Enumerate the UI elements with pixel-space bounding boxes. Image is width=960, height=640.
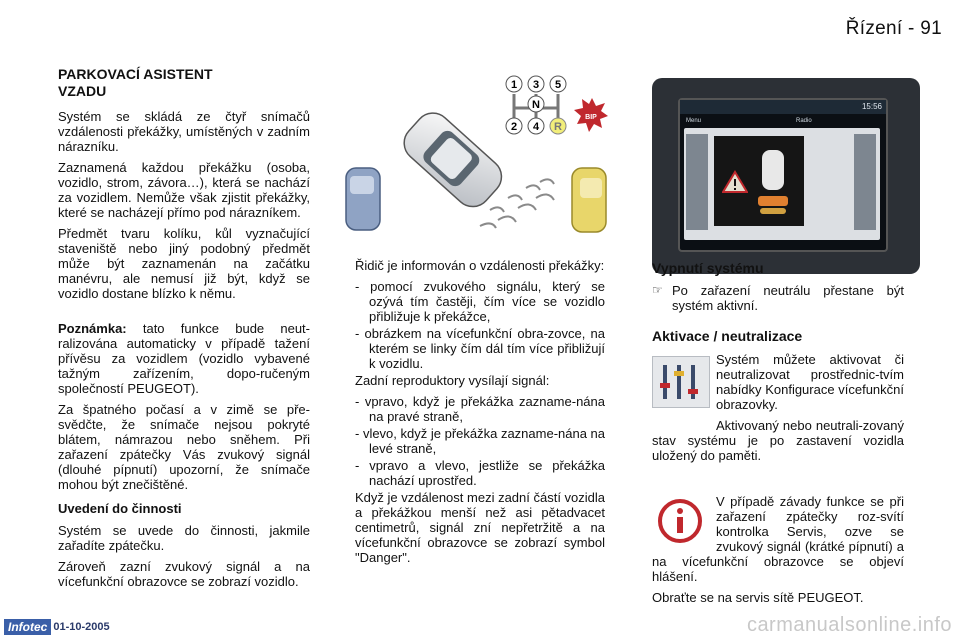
screen-tab-left: Menu: [686, 118, 702, 124]
paragraph: Když je vzdálenost mezi zadní částí vozidla a překážkou menší než asi pětadvacet centimetrů, signál zní nepřetržitě a na vícefunkční obrazovce se zobrazí symbol "Danger".: [355, 490, 606, 565]
left-car-icon: [346, 168, 380, 230]
note-label: Poznámka:: [58, 321, 127, 336]
right-column-activation: [652, 328, 904, 469]
info-icon-box: [652, 494, 708, 548]
sliders-icon: [653, 357, 709, 407]
right-car-icon: [572, 168, 606, 232]
gear-label: 1: [510, 79, 518, 91]
config-settings-icon: [652, 356, 710, 408]
reversing-car-icon: [397, 106, 509, 214]
paragraph-text: Aktivovaný nebo neutrali-zovaný stav systému je po zastavení vozidla uložený do paměti.: [652, 418, 904, 463]
footer-date: 01-10-2005: [53, 621, 110, 633]
left-column-lower: [58, 500, 310, 595]
gear-label: 3: [532, 79, 540, 91]
list-item: - vpravo a vlevo, jestliže se překážka nachází uprostřed.: [355, 458, 605, 488]
danger-panel: [714, 136, 804, 226]
list-item: - obrázkem na vícefunkční obra-zovce, na kterém se linky čím dál tím více přibližují k vozidlu.: [355, 326, 605, 371]
paragraph: Zaznamená každou překážku (osoba, vozidlo, strom, závora…), která se nachází za vozidlem. Nemůže však zjistit překážky, které se nacházejí přímo pod nárazníkem.: [58, 160, 310, 220]
watermark: carmanualsonline.info: [746, 614, 952, 636]
gear-label: R: [554, 121, 562, 133]
list-item: - pomocí zvukového signálu, který se ozývá tím častěji, čím více se vozidlo přibližuje k překážce,: [355, 279, 605, 324]
screen-top-bar: [680, 100, 886, 114]
footer-brand: [4, 619, 110, 635]
section-title: PARKOVACÍ ASISTENT VZADU: [58, 66, 213, 99]
paragraph: [652, 418, 904, 463]
right-column-info: [652, 494, 904, 611]
infotec-logo: Infotec: [4, 619, 51, 635]
paragraph: Řidič je informován o vzdálenosti překážky:: [355, 258, 605, 273]
section-title: Vypnutí systému: [652, 260, 764, 276]
car-top-view-icon: [762, 150, 784, 190]
page-title: Řízení - 91: [845, 18, 942, 39]
gear-label: 5: [554, 79, 562, 91]
beep-burst-icon: [574, 98, 608, 132]
left-column: [58, 66, 310, 498]
pointer-icon: ☞: [652, 283, 663, 297]
screen-tab-right: Radio: [796, 118, 812, 124]
gear-label: N: [532, 99, 540, 111]
paragraph: Za špatného počasí a v zimě se pře-svědčte, že snímače nejsou pokryté blátem, námrazou nebo sněhem. Při zařazení zpátečky Vás zvukový signál (dlouhé pípnutí) upozorní, že snímače mohou být znečištěné.: [58, 402, 310, 492]
multifunction-screen-photo: [652, 78, 920, 274]
middle-column: [355, 258, 605, 571]
gear-shift-diagram: [506, 76, 566, 134]
bullet-item: [652, 283, 904, 319]
proximity-bars: [758, 196, 788, 206]
list-item: - vpravo, když je překážka zazname-nána na pravé straně,: [355, 394, 605, 424]
clock-readout: 15:56: [861, 102, 882, 111]
note-paragraph: [58, 321, 310, 396]
info-icon: [652, 494, 708, 548]
paragraph: Zadní reproduktory vysílají signál:: [355, 373, 550, 388]
gear-label: 4: [532, 121, 540, 133]
parking-scene: [340, 70, 610, 245]
paragraph: Předmět tvaru kolíku, kůl vyznačující staveniště nebo jiný podobný předmět může být zaznamenán na začátku manévru, ale nemusí již být, když se vozidlo dostane blízko k němu.: [58, 226, 310, 301]
paragraph: Zároveň zazní zvukový signál a na vícefunkční obrazovce se zobrazí vozidlo.: [58, 559, 310, 589]
paragraph-text: V případě závady funkce se při zařazení zpátečky roz-svítí kontrolka Servis, ozve se zvukový signál (krátké pípnutí) a na vícefunkční obrazovce se objeví hlášení.: [652, 494, 904, 584]
danger-icon: [722, 170, 748, 194]
list-item: - vlevo, když je překážka zazname-nána na levé straně,: [355, 426, 606, 456]
note-text: tato funkce bude neut-ralizována automaticky v případě tažení přívěsu za vozidlem (vozidlo vybavené tažným zařízením, dopo-ručeným společností PEUGEOT).: [58, 321, 310, 396]
gear-label: 2: [510, 121, 518, 133]
paragraph: Systém se uvede do činnosti, jakmile zařadíte zpátečku.: [58, 523, 310, 553]
section-title: Aktivace / neutralizace: [652, 328, 803, 344]
paragraph: Systém můžete aktivovat či neutralizovat prostřednic-tvím nabídky Konfigurace vícefunkční obrazovky.: [716, 352, 904, 412]
subsection-title: Uvedení do činnosti: [58, 501, 182, 516]
right-column: [652, 260, 904, 319]
beep-label: BIP: [585, 114, 597, 121]
parking-illustration: [340, 70, 610, 245]
bullet-text: Po zařazení neutrálu přestane být systém aktivní.: [672, 283, 904, 313]
paragraph: Obraťte se na servis sítě PEUGEOT.: [652, 590, 864, 605]
paragraph: Systém se skládá ze čtyř snímačů vzdálenosti překážky, umístěných v zadním nárazníku.: [58, 109, 310, 154]
